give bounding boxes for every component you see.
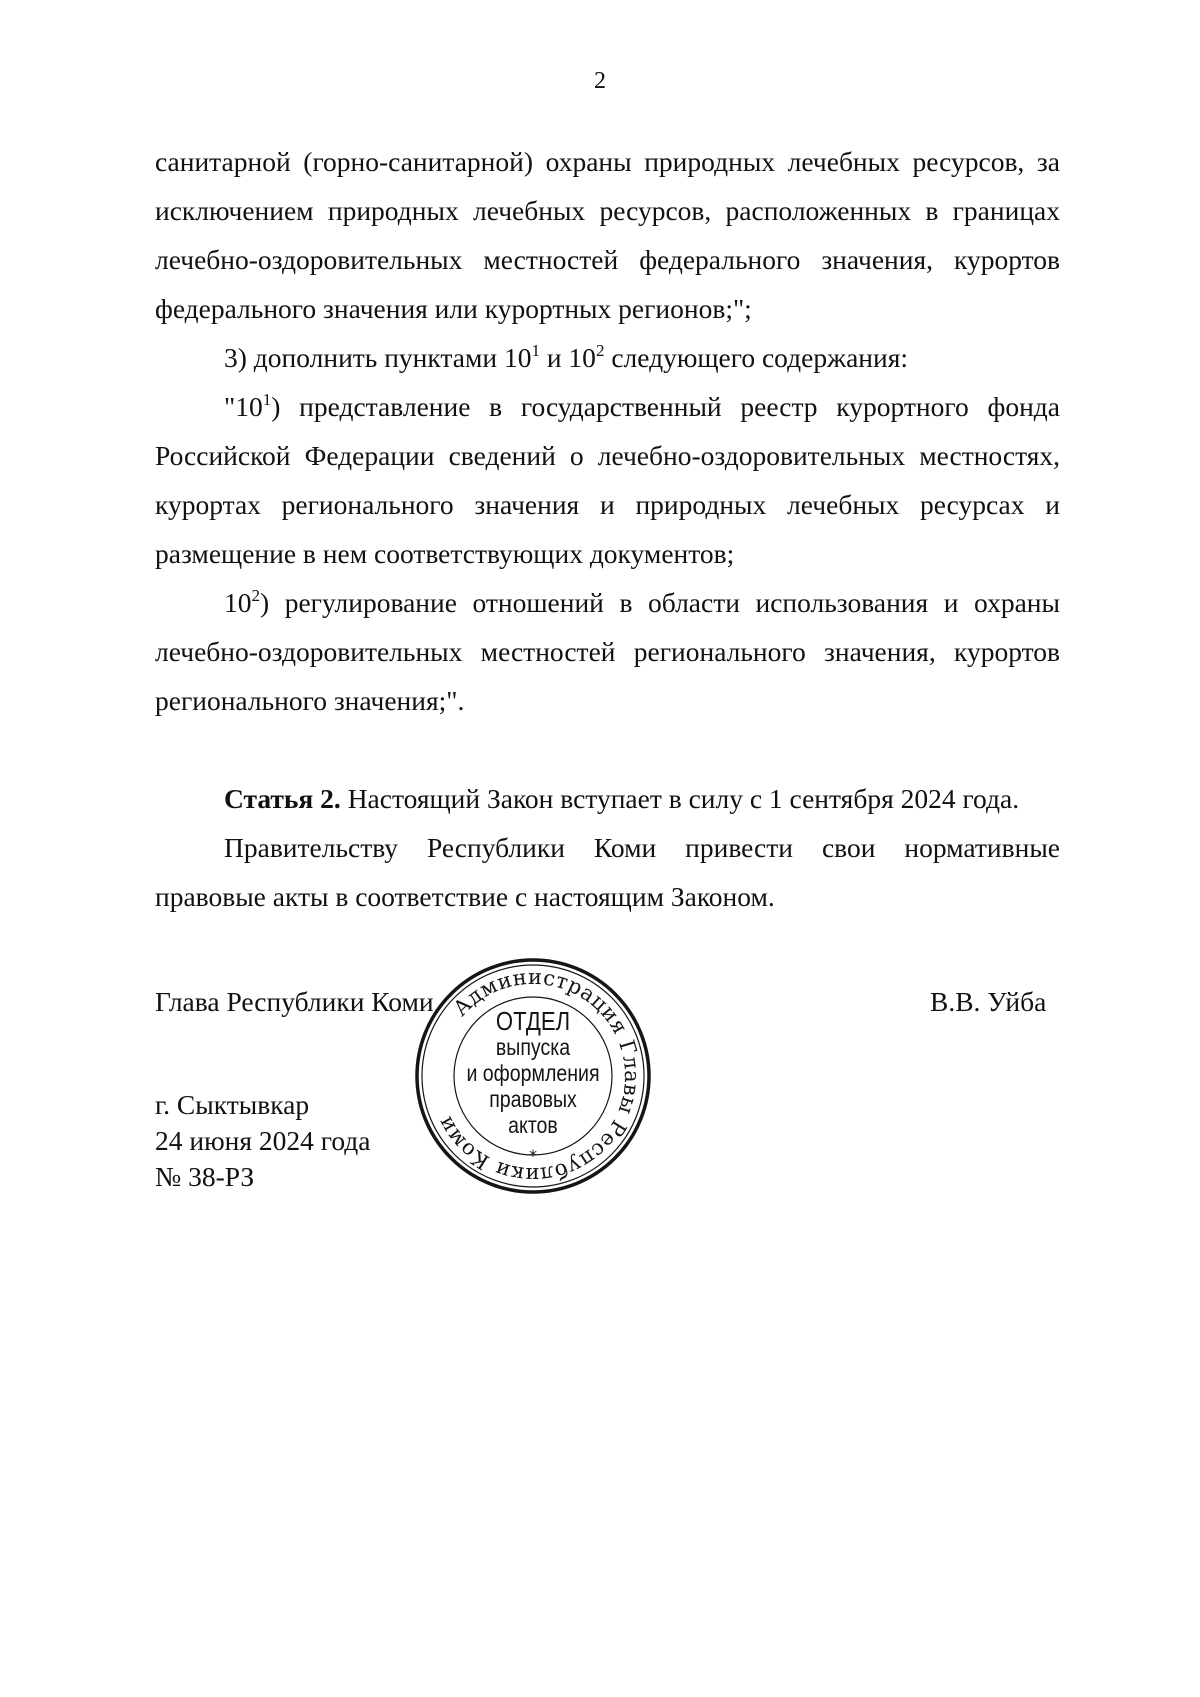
stamp-center-text xyxy=(413,1008,653,1138)
item-10-1-number: "10 xyxy=(224,391,263,422)
superscript: 1 xyxy=(531,340,540,360)
item-10-2-text: ) регулирование отношений в области использования и охраны лечебно-оздоровительных местностей регионального значения, курортов регионального значения;". xyxy=(155,587,1060,716)
law-number: № 38-РЗ xyxy=(155,1161,255,1192)
item-3-start: 3) дополнить пунктами 10 xyxy=(224,342,532,373)
document-body xyxy=(155,137,1060,921)
stamp-line: выпуска xyxy=(495,1034,571,1060)
city: г. Сыктывкар xyxy=(155,1089,310,1120)
article-2-label: Статья 2. xyxy=(224,783,341,814)
stamp-ring-text: Администрация Главы Республики Коми xyxy=(432,964,645,1188)
stamp-line: актов xyxy=(508,1112,558,1138)
superscript: 2 xyxy=(251,585,260,605)
stamp-line: ОТДЕЛ xyxy=(495,1006,571,1036)
government-instruction-paragraph: Правительству Республики Коми привести свои нормативные правовые акты в соответствие с настоящим Законом. xyxy=(155,832,1060,912)
spacer xyxy=(155,725,1060,774)
superscript: 2 xyxy=(595,340,605,360)
stamp-star-icon: * xyxy=(529,1146,537,1165)
page-number: 2 xyxy=(594,68,606,94)
paragraph-item-3 xyxy=(155,333,1060,382)
item-3-end: следующего содержания: xyxy=(604,342,909,373)
official-stamp xyxy=(413,956,653,1196)
paragraph-item-10-2 xyxy=(155,578,1060,725)
date: 24 июня 2024 года xyxy=(155,1125,371,1156)
article-2-text: Настоящий Закон вступает в силу с 1 сентября 2024 года. xyxy=(340,783,1020,814)
item-10-2-number: 10 xyxy=(224,587,252,618)
signatory-title: Глава Республики Коми xyxy=(155,986,434,1017)
superscript: 1 xyxy=(262,389,272,409)
stamp-line: правовых xyxy=(489,1086,577,1112)
place-date-number xyxy=(155,1087,371,1195)
paragraph-item-10-1 xyxy=(155,382,1060,578)
stamp-line: и оформления xyxy=(466,1060,600,1086)
item-3-mid: и 10 xyxy=(539,342,596,373)
signatory-name: В.В. Уйба xyxy=(930,986,1047,1017)
article-2-paragraph xyxy=(155,774,1060,823)
paragraph-continuation: санитарной (горно-санитарной) охраны природных лечебных ресурсов, за исключением природных лечебных ресурсов, расположенных в границах лечебно-оздоровительных местностей федерального значения, курортов федерального значения или курортных регионов;"; xyxy=(155,146,1060,324)
item-10-1-text: ) представление в государственный реестр курортного фонда Российской Федерации сведений о лечебно-оздоровительных местностях, курортах регионального значения и природных лечебных ресурсах и размещение в нем соответствующих документов; xyxy=(155,391,1060,569)
